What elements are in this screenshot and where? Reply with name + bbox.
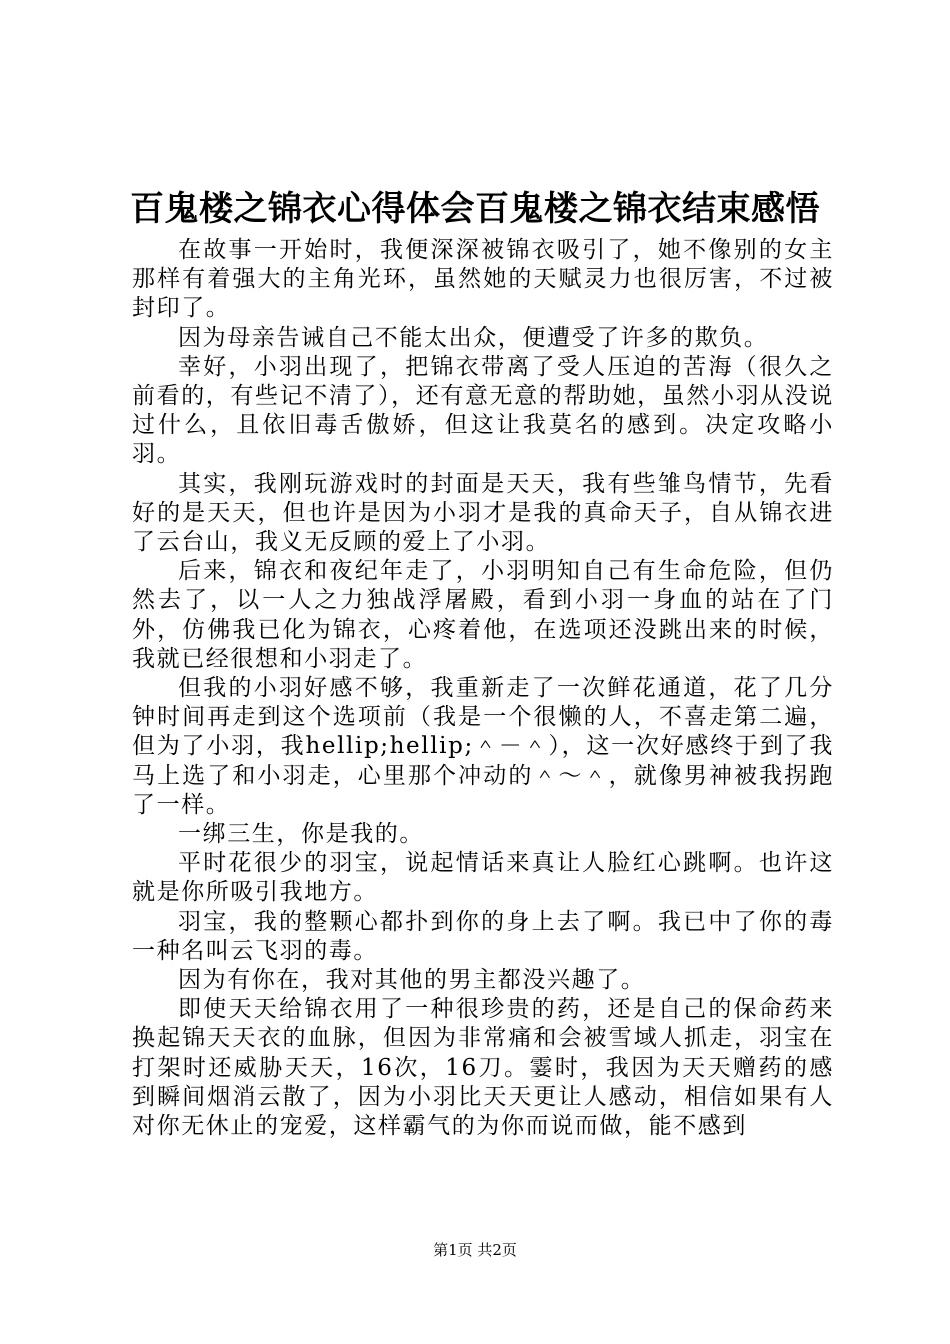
page-footer [0, 1240, 950, 1260]
paragraph: 一绑三生，你是我的。 [178, 821, 424, 848]
paragraph: 平时花很少的羽宝，说起情话来真让人脸红心跳啊。也许这就是你所吸引我地方。 [132, 850, 834, 906]
document-title: 百鬼楼之锦衣心得体会百鬼楼之锦衣结束感悟 [130, 189, 820, 229]
paragraph: 因为母亲告诫自己不能太出众，便遭受了许多的欺负。 [178, 324, 769, 351]
paragraph: 在故事一开始时，我便深深被锦衣吸引了，她不像别的女主那样有着强大的主角光环，虽然她的天赋灵力也很厉害，不过被封印了。 [132, 237, 834, 322]
paragraph: 但我的小羽好感不够，我重新走了一次鲜花通道，花了几分钟时间再走到这个选项前（我是一个很懒的人，不喜走第二遍，但为了小羽，我hellip;hellip;＾－＾），这一次好感终于到了我马上选了和小羽走，心里那个冲动的＾～＾，就像男神被我拐跑了一样。 [132, 675, 834, 818]
paragraph: 因为有你在，我对其他的男主都没兴趣了。 [178, 967, 646, 994]
paragraph: 后来，锦衣和夜纪年走了，小羽明知自己有生命危险，但仍然去了，以一人之力独战浮屠殿，看到小羽一身血的站在了门外，仿佛我已化为锦衣，心疼着他，在选项还没跳出来的时候，我就已经很想和小羽走了。 [132, 558, 834, 672]
paragraph: 羽宝，我的整颗心都扑到你的身上去了啊。我已中了你的毒一种名叫云飞羽的毒。 [132, 908, 834, 964]
paragraph: 幸好，小羽出现了，把锦衣带离了受人压迫的苦海（很久之前看的，有些记不清了），还有意无意的帮助她，虽然小羽从没说过什么，且依旧毒舌傲娇，但这让我莫名的感到。决定攻略小羽。 [132, 353, 834, 468]
paragraph: 其实，我刚玩游戏时的封面是天天，我有些雏鸟情节，先看好的是天天，但也许是因为小羽才是我的真命天子，自从锦衣进了云台山，我义无反顾的爱上了小羽。 [132, 470, 834, 556]
document-body [132, 236, 834, 1141]
page-number-indicator: 第1页 共2页 [433, 1241, 517, 1259]
paragraph: 即使天天给锦衣用了一种很珍贵的药，还是自己的保命药来换起锦天天衣的血脉，但因为非常痛和会被雪域人抓走，羽宝在打架时还威胁天天，16次，16刀。霎时，我因为天天赠药的感到瞬间烟消云散了，因为小羽比天天更让人感动，相信如果有人对你无休止的宠爱，这样霸气的为你而说而做，能不感到 [132, 996, 834, 1140]
